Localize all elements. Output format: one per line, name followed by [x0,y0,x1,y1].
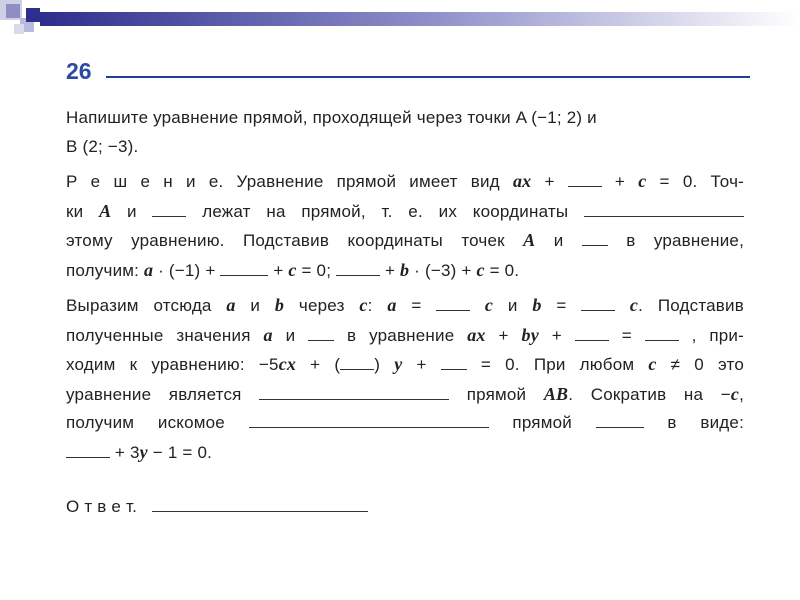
title-rule [106,76,750,78]
answer-label: О т в е т. [66,497,138,516]
header-decoration [0,0,800,44]
solution-line-4: получим: a · (−1) + + c = 0; + b · (−3) + c = 0. [66,259,520,280]
problem-line-1: Напишите уравнение прямой, проходящей через точки A (−1; 2) и [66,108,597,127]
answer-blank[interactable] [152,497,368,512]
blank[interactable] [568,172,602,187]
solution-line-1: Р е ш е н и е. Уравнение прямой имеет вид ax + + c = 0. Точ- [66,171,744,191]
blank[interactable] [582,231,608,246]
blank[interactable] [308,326,334,341]
blank[interactable] [249,413,489,428]
express-line-5: получим искомое прямой в виде: [66,413,745,432]
task-number: 26 [66,58,92,84]
blank[interactable] [575,326,609,341]
blank[interactable] [220,261,268,276]
problem-line-2: B (2; −3). [66,136,139,156]
blank[interactable] [596,413,644,428]
blank[interactable] [66,443,110,458]
solution-line-2: ки A и лежат на прямой, т. е. их координаты [66,197,744,227]
express-line-1: Выразим отсюда a и b через c: a = c и b = c. Подставив [66,295,744,315]
blank[interactable] [581,296,615,311]
answer-line [66,493,744,522]
express-line-3: ходим к уравнению: −5cx + ( ) y + = 0. При любом c ≠ 0 это [66,354,744,374]
blank[interactable] [584,202,744,217]
task-text [66,104,744,522]
blank[interactable] [336,261,380,276]
blank[interactable] [436,296,470,311]
blank[interactable] [441,355,467,370]
solution-line-3: этому уравнению. Подставив координаты точек A и в уравнение, [66,230,744,250]
express-line-6: + 3y − 1 = 0. [66,438,744,468]
express-line-2: полученные значения a и в уравнение ax + by + = , при- [66,324,744,345]
express-line-4: уравнение является прямой AB. Сократив на −c, [66,383,745,404]
blank[interactable] [645,326,679,341]
blank[interactable] [259,385,449,400]
blank[interactable] [152,202,186,217]
blank[interactable] [340,355,374,370]
